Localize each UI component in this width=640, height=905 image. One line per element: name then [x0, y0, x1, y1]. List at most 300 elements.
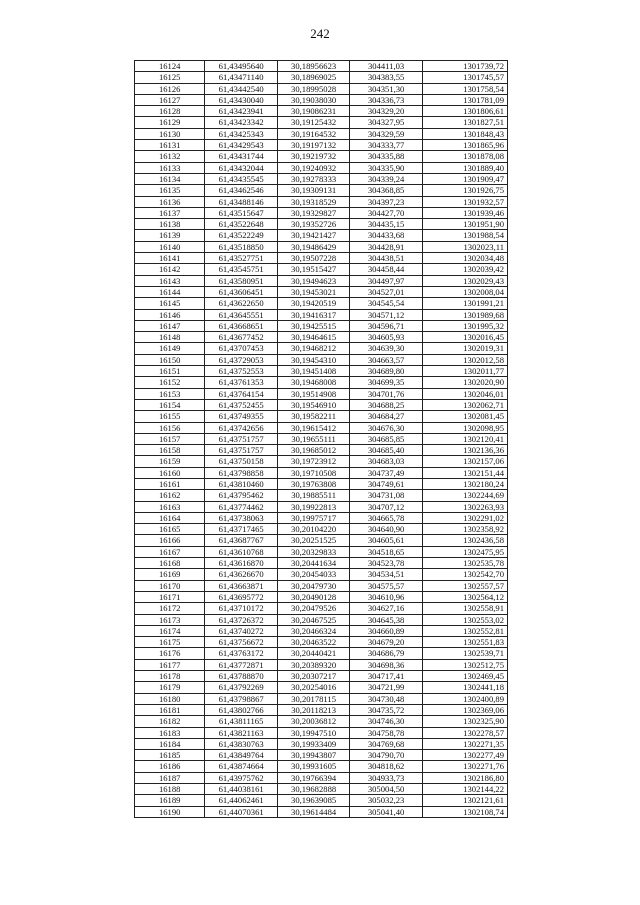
point-number-cell: 16149 — [135, 343, 205, 354]
y-coordinate-cell: 1302325,90 — [422, 716, 507, 727]
y-coordinate-cell: 1302019,31 — [422, 343, 507, 354]
y-coordinate-cell: 1301995,32 — [422, 320, 507, 331]
y-coordinate-cell: 1302120,41 — [422, 433, 507, 444]
latitude-cell: 61,43740272 — [205, 625, 277, 636]
y-coordinate-cell: 1302263,93 — [422, 501, 507, 512]
longitude-cell: 30,19582211 — [277, 411, 349, 422]
table-row — [135, 738, 508, 749]
longitude-cell: 30,19464615 — [277, 332, 349, 343]
x-coordinate-cell: 304575,57 — [350, 580, 422, 591]
point-number-cell: 16182 — [135, 716, 205, 727]
latitude-cell: 61,43442540 — [205, 83, 277, 94]
x-coordinate-cell: 304411,03 — [350, 61, 422, 72]
x-coordinate-cell: 304351,30 — [350, 83, 422, 94]
point-number-cell: 16190 — [135, 806, 205, 817]
point-number-cell: 16133 — [135, 162, 205, 173]
point-number-cell: 16179 — [135, 682, 205, 693]
point-number-cell: 16178 — [135, 671, 205, 682]
longitude-cell: 30,19546910 — [277, 399, 349, 410]
latitude-cell: 61,43752455 — [205, 399, 277, 410]
y-coordinate-cell: 1302441,18 — [422, 682, 507, 693]
latitude-cell: 61,43764154 — [205, 388, 277, 399]
latitude-cell: 61,44038161 — [205, 784, 277, 795]
table-row — [135, 253, 508, 264]
longitude-cell: 30,20441634 — [277, 558, 349, 569]
y-coordinate-cell: 1302121,61 — [422, 795, 507, 806]
y-coordinate-cell: 1301951,90 — [422, 219, 507, 230]
longitude-cell: 30,19451408 — [277, 366, 349, 377]
y-coordinate-cell: 1302034,48 — [422, 253, 507, 264]
x-coordinate-cell: 304730,48 — [350, 693, 422, 704]
x-coordinate-cell: 304339,24 — [350, 173, 422, 184]
table-row — [135, 637, 508, 648]
x-coordinate-cell: 304329,20 — [350, 106, 422, 117]
table-row — [135, 524, 508, 535]
y-coordinate-cell: 1301781,09 — [422, 94, 507, 105]
x-coordinate-cell: 304571,12 — [350, 309, 422, 320]
x-coordinate-cell: 304327,95 — [350, 117, 422, 128]
latitude-cell: 61,43606451 — [205, 286, 277, 297]
y-coordinate-cell: 1302244,69 — [422, 490, 507, 501]
table-row — [135, 332, 508, 343]
latitude-cell: 61,43821163 — [205, 727, 277, 738]
y-coordinate-cell: 1302011,77 — [422, 366, 507, 377]
y-coordinate-cell: 1302469,45 — [422, 671, 507, 682]
x-coordinate-cell: 304663,57 — [350, 354, 422, 365]
x-coordinate-cell: 304527,01 — [350, 286, 422, 297]
table-row — [135, 445, 508, 456]
longitude-cell: 30,19197132 — [277, 140, 349, 151]
longitude-cell: 30,19507228 — [277, 253, 349, 264]
y-coordinate-cell: 1302551,83 — [422, 637, 507, 648]
point-number-cell: 16177 — [135, 659, 205, 670]
table-row — [135, 264, 508, 275]
latitude-cell: 61,43761353 — [205, 377, 277, 388]
point-number-cell: 16161 — [135, 478, 205, 489]
table-row — [135, 162, 508, 173]
table-row — [135, 173, 508, 184]
point-number-cell: 16171 — [135, 591, 205, 602]
longitude-cell: 30,19421427 — [277, 230, 349, 241]
table-row — [135, 83, 508, 94]
table-row — [135, 659, 508, 670]
table-row — [135, 625, 508, 636]
longitude-cell: 30,19614484 — [277, 806, 349, 817]
y-coordinate-cell: 1302029,43 — [422, 275, 507, 286]
latitude-cell: 61,43488146 — [205, 196, 277, 207]
latitude-cell: 61,43751757 — [205, 445, 277, 456]
y-coordinate-cell: 1302553,02 — [422, 614, 507, 625]
point-number-cell: 16167 — [135, 546, 205, 557]
x-coordinate-cell: 304749,61 — [350, 478, 422, 489]
longitude-cell: 30,19975717 — [277, 512, 349, 523]
longitude-cell: 30,20254016 — [277, 682, 349, 693]
longitude-cell: 30,19515427 — [277, 264, 349, 275]
point-number-cell: 16147 — [135, 320, 205, 331]
table-row — [135, 591, 508, 602]
x-coordinate-cell: 304596,71 — [350, 320, 422, 331]
longitude-cell: 30,19685012 — [277, 445, 349, 456]
latitude-cell: 61,43830763 — [205, 738, 277, 749]
latitude-cell: 61,43752553 — [205, 366, 277, 377]
latitude-cell: 61,43726372 — [205, 614, 277, 625]
y-coordinate-cell: 1302278,57 — [422, 727, 507, 738]
latitude-cell: 61,43423941 — [205, 106, 277, 117]
point-number-cell: 16187 — [135, 772, 205, 783]
point-number-cell: 16139 — [135, 230, 205, 241]
table-row — [135, 128, 508, 139]
longitude-cell: 30,20118213 — [277, 704, 349, 715]
point-number-cell: 16189 — [135, 795, 205, 806]
x-coordinate-cell: 305004,50 — [350, 784, 422, 795]
table-row — [135, 456, 508, 467]
longitude-cell: 30,19420519 — [277, 298, 349, 309]
x-coordinate-cell: 304731,08 — [350, 490, 422, 501]
point-number-cell: 16132 — [135, 151, 205, 162]
longitude-cell: 30,19352726 — [277, 219, 349, 230]
longitude-cell: 30,19933409 — [277, 738, 349, 749]
longitude-cell: 30,19947510 — [277, 727, 349, 738]
x-coordinate-cell: 304686,79 — [350, 648, 422, 659]
y-coordinate-cell: 1301991,21 — [422, 298, 507, 309]
y-coordinate-cell: 1302271,76 — [422, 761, 507, 772]
y-coordinate-cell: 1302016,45 — [422, 332, 507, 343]
table-row — [135, 603, 508, 614]
table-row — [135, 546, 508, 557]
table-row — [135, 354, 508, 365]
latitude-cell: 61,43668651 — [205, 320, 277, 331]
y-coordinate-cell: 1302180,24 — [422, 478, 507, 489]
x-coordinate-cell: 305032,23 — [350, 795, 422, 806]
latitude-cell: 61,43975762 — [205, 772, 277, 783]
point-number-cell: 16157 — [135, 433, 205, 444]
y-coordinate-cell: 1301827,51 — [422, 117, 507, 128]
x-coordinate-cell: 304679,20 — [350, 637, 422, 648]
y-coordinate-cell: 1301878,08 — [422, 151, 507, 162]
table-row — [135, 467, 508, 478]
point-number-cell: 16137 — [135, 207, 205, 218]
y-coordinate-cell: 1301739,72 — [422, 61, 507, 72]
y-coordinate-cell: 1301806,61 — [422, 106, 507, 117]
table-row — [135, 614, 508, 625]
coordinates-table — [134, 60, 508, 818]
longitude-cell: 30,18995028 — [277, 83, 349, 94]
x-coordinate-cell: 304685,85 — [350, 433, 422, 444]
point-number-cell: 16130 — [135, 128, 205, 139]
table-body — [135, 61, 508, 818]
latitude-cell: 61,43774462 — [205, 501, 277, 512]
point-number-cell: 16186 — [135, 761, 205, 772]
point-number-cell: 16126 — [135, 83, 205, 94]
point-number-cell: 16181 — [135, 704, 205, 715]
latitude-cell: 61,43798858 — [205, 467, 277, 478]
y-coordinate-cell: 1302542,70 — [422, 569, 507, 580]
x-coordinate-cell: 304545,54 — [350, 298, 422, 309]
latitude-cell: 61,43788870 — [205, 671, 277, 682]
y-coordinate-cell: 1302271,35 — [422, 738, 507, 749]
longitude-cell: 30,19486429 — [277, 241, 349, 252]
table-row — [135, 772, 508, 783]
longitude-cell: 30,20036812 — [277, 716, 349, 727]
x-coordinate-cell: 304458,44 — [350, 264, 422, 275]
latitude-cell: 61,43429543 — [205, 140, 277, 151]
table-row — [135, 490, 508, 501]
latitude-cell: 61,43729053 — [205, 354, 277, 365]
x-coordinate-cell: 304335,88 — [350, 151, 422, 162]
table-row — [135, 580, 508, 591]
y-coordinate-cell: 1302535,78 — [422, 558, 507, 569]
longitude-cell: 30,19615412 — [277, 422, 349, 433]
x-coordinate-cell: 304645,38 — [350, 614, 422, 625]
y-coordinate-cell: 1302108,74 — [422, 806, 507, 817]
point-number-cell: 16150 — [135, 354, 205, 365]
point-number-cell: 16184 — [135, 738, 205, 749]
x-coordinate-cell: 304737,49 — [350, 467, 422, 478]
latitude-cell: 61,43495640 — [205, 61, 277, 72]
table-row — [135, 94, 508, 105]
x-coordinate-cell: 304769,68 — [350, 738, 422, 749]
latitude-cell: 61,43792269 — [205, 682, 277, 693]
point-number-cell: 16163 — [135, 501, 205, 512]
x-coordinate-cell: 304660,89 — [350, 625, 422, 636]
point-number-cell: 16135 — [135, 185, 205, 196]
y-coordinate-cell: 1302369,06 — [422, 704, 507, 715]
table-row — [135, 377, 508, 388]
x-coordinate-cell: 304433,68 — [350, 230, 422, 241]
x-coordinate-cell: 304699,35 — [350, 377, 422, 388]
y-coordinate-cell: 1302081,45 — [422, 411, 507, 422]
y-coordinate-cell: 1302277,49 — [422, 750, 507, 761]
point-number-cell: 16180 — [135, 693, 205, 704]
latitude-cell: 61,43750158 — [205, 456, 277, 467]
point-number-cell: 16146 — [135, 309, 205, 320]
y-coordinate-cell: 1302557,57 — [422, 580, 507, 591]
y-coordinate-cell: 1301932,57 — [422, 196, 507, 207]
latitude-cell: 61,43751757 — [205, 433, 277, 444]
longitude-cell: 30,20454033 — [277, 569, 349, 580]
latitude-cell: 61,43425343 — [205, 128, 277, 139]
x-coordinate-cell: 304605,61 — [350, 535, 422, 546]
y-coordinate-cell: 1302020,90 — [422, 377, 507, 388]
point-number-cell: 16154 — [135, 399, 205, 410]
latitude-cell: 61,43518850 — [205, 241, 277, 252]
x-coordinate-cell: 304790,70 — [350, 750, 422, 761]
longitude-cell: 30,19038030 — [277, 94, 349, 105]
x-coordinate-cell: 304435,15 — [350, 219, 422, 230]
latitude-cell: 61,43749355 — [205, 411, 277, 422]
table-row — [135, 411, 508, 422]
x-coordinate-cell: 304438,51 — [350, 253, 422, 264]
latitude-cell: 61,43710172 — [205, 603, 277, 614]
longitude-cell: 30,19425515 — [277, 320, 349, 331]
x-coordinate-cell: 304383,55 — [350, 72, 422, 83]
table-row — [135, 185, 508, 196]
table-row — [135, 750, 508, 761]
longitude-cell: 30,19454310 — [277, 354, 349, 365]
table-row — [135, 399, 508, 410]
latitude-cell: 61,43645551 — [205, 309, 277, 320]
x-coordinate-cell: 304639,30 — [350, 343, 422, 354]
longitude-cell: 30,19766394 — [277, 772, 349, 783]
table-row — [135, 388, 508, 399]
y-coordinate-cell: 1301939,46 — [422, 207, 507, 218]
table-row — [135, 784, 508, 795]
y-coordinate-cell: 1301758,54 — [422, 83, 507, 94]
table-row — [135, 343, 508, 354]
table-row — [135, 72, 508, 83]
point-number-cell: 16158 — [135, 445, 205, 456]
longitude-cell: 30,19763808 — [277, 478, 349, 489]
longitude-cell: 30,19931605 — [277, 761, 349, 772]
x-coordinate-cell: 304610,96 — [350, 591, 422, 602]
point-number-cell: 16168 — [135, 558, 205, 569]
x-coordinate-cell: 304683,03 — [350, 456, 422, 467]
table-row — [135, 704, 508, 715]
x-coordinate-cell: 304335,90 — [350, 162, 422, 173]
latitude-cell: 61,43610768 — [205, 546, 277, 557]
y-coordinate-cell: 1302539,71 — [422, 648, 507, 659]
latitude-cell: 61,43431744 — [205, 151, 277, 162]
latitude-cell: 61,43738063 — [205, 512, 277, 523]
x-coordinate-cell: 304746,30 — [350, 716, 422, 727]
table-row — [135, 151, 508, 162]
point-number-cell: 16159 — [135, 456, 205, 467]
x-coordinate-cell: 304933,73 — [350, 772, 422, 783]
latitude-cell: 61,43798867 — [205, 693, 277, 704]
latitude-cell: 61,43432044 — [205, 162, 277, 173]
y-coordinate-cell: 1302400,89 — [422, 693, 507, 704]
longitude-cell: 30,18956623 — [277, 61, 349, 72]
table-row — [135, 61, 508, 72]
point-number-cell: 16166 — [135, 535, 205, 546]
table-row — [135, 230, 508, 241]
latitude-cell: 61,43874664 — [205, 761, 277, 772]
page-number: 242 — [310, 26, 330, 41]
point-number-cell: 16134 — [135, 173, 205, 184]
x-coordinate-cell: 304676,30 — [350, 422, 422, 433]
point-number-cell: 16131 — [135, 140, 205, 151]
y-coordinate-cell: 1301989,68 — [422, 309, 507, 320]
y-coordinate-cell: 1302151,44 — [422, 467, 507, 478]
point-number-cell: 16144 — [135, 286, 205, 297]
latitude-cell: 61,43522249 — [205, 230, 277, 241]
table-row — [135, 366, 508, 377]
longitude-cell: 30,20389320 — [277, 659, 349, 670]
latitude-cell: 61,43462546 — [205, 185, 277, 196]
point-number-cell: 16174 — [135, 625, 205, 636]
y-coordinate-cell: 1302046,01 — [422, 388, 507, 399]
y-coordinate-cell: 1302512,75 — [422, 659, 507, 670]
longitude-cell: 30,19329827 — [277, 207, 349, 218]
point-number-cell: 16148 — [135, 332, 205, 343]
table-row — [135, 806, 508, 817]
latitude-cell: 61,43756672 — [205, 637, 277, 648]
table-row — [135, 320, 508, 331]
point-number-cell: 16156 — [135, 422, 205, 433]
table-row — [135, 219, 508, 230]
x-coordinate-cell: 304329,59 — [350, 128, 422, 139]
x-coordinate-cell: 304333,77 — [350, 140, 422, 151]
point-number-cell: 16151 — [135, 366, 205, 377]
latitude-cell: 61,43616870 — [205, 558, 277, 569]
latitude-cell: 61,43663871 — [205, 580, 277, 591]
y-coordinate-cell: 1301926,75 — [422, 185, 507, 196]
longitude-cell: 30,19494623 — [277, 275, 349, 286]
y-coordinate-cell: 1301988,54 — [422, 230, 507, 241]
longitude-cell: 30,19468212 — [277, 343, 349, 354]
longitude-cell: 30,19219732 — [277, 151, 349, 162]
table-row — [135, 671, 508, 682]
longitude-cell: 30,19086231 — [277, 106, 349, 117]
point-number-cell: 16142 — [135, 264, 205, 275]
table-row — [135, 727, 508, 738]
point-number-cell: 16124 — [135, 61, 205, 72]
latitude-cell: 61,43802766 — [205, 704, 277, 715]
longitude-cell: 30,19416317 — [277, 309, 349, 320]
longitude-cell: 30,20466324 — [277, 625, 349, 636]
latitude-cell: 61,43772871 — [205, 659, 277, 670]
y-coordinate-cell: 1301865,96 — [422, 140, 507, 151]
x-coordinate-cell: 304698,36 — [350, 659, 422, 670]
latitude-cell: 61,43515647 — [205, 207, 277, 218]
point-number-cell: 16136 — [135, 196, 205, 207]
longitude-cell: 30,20467525 — [277, 614, 349, 625]
x-coordinate-cell: 304640,90 — [350, 524, 422, 535]
point-number-cell: 16165 — [135, 524, 205, 535]
table-row — [135, 207, 508, 218]
point-number-cell: 16127 — [135, 94, 205, 105]
point-number-cell: 16141 — [135, 253, 205, 264]
point-number-cell: 16140 — [135, 241, 205, 252]
x-coordinate-cell: 304818,62 — [350, 761, 422, 772]
longitude-cell: 30,19639085 — [277, 795, 349, 806]
longitude-cell: 30,20251525 — [277, 535, 349, 546]
longitude-cell: 30,19453021 — [277, 286, 349, 297]
latitude-cell: 61,43811165 — [205, 716, 277, 727]
point-number-cell: 16183 — [135, 727, 205, 738]
y-coordinate-cell: 1302157,06 — [422, 456, 507, 467]
point-number-cell: 16153 — [135, 388, 205, 399]
longitude-cell: 30,20329833 — [277, 546, 349, 557]
point-number-cell: 16172 — [135, 603, 205, 614]
point-number-cell: 16164 — [135, 512, 205, 523]
y-coordinate-cell: 1301745,57 — [422, 72, 507, 83]
latitude-cell: 61,43742656 — [205, 422, 277, 433]
longitude-cell: 30,20104220 — [277, 524, 349, 535]
latitude-cell: 61,43849764 — [205, 750, 277, 761]
x-coordinate-cell: 304701,76 — [350, 388, 422, 399]
table-row — [135, 795, 508, 806]
latitude-cell: 61,43695772 — [205, 591, 277, 602]
y-coordinate-cell: 1301848,43 — [422, 128, 507, 139]
x-coordinate-cell: 304427,70 — [350, 207, 422, 218]
point-number-cell: 16145 — [135, 298, 205, 309]
point-number-cell: 16169 — [135, 569, 205, 580]
point-number-cell: 16173 — [135, 614, 205, 625]
longitude-cell: 30,18969025 — [277, 72, 349, 83]
x-coordinate-cell: 304534,51 — [350, 569, 422, 580]
table-row — [135, 512, 508, 523]
x-coordinate-cell: 304688,25 — [350, 399, 422, 410]
latitude-cell: 61,43471140 — [205, 72, 277, 83]
y-coordinate-cell: 1302552,81 — [422, 625, 507, 636]
latitude-cell: 61,43687767 — [205, 535, 277, 546]
y-coordinate-cell: 1302564,12 — [422, 591, 507, 602]
table-row — [135, 569, 508, 580]
longitude-cell: 30,19309131 — [277, 185, 349, 196]
latitude-cell: 61,43763172 — [205, 648, 277, 659]
latitude-cell: 61,43795462 — [205, 490, 277, 501]
